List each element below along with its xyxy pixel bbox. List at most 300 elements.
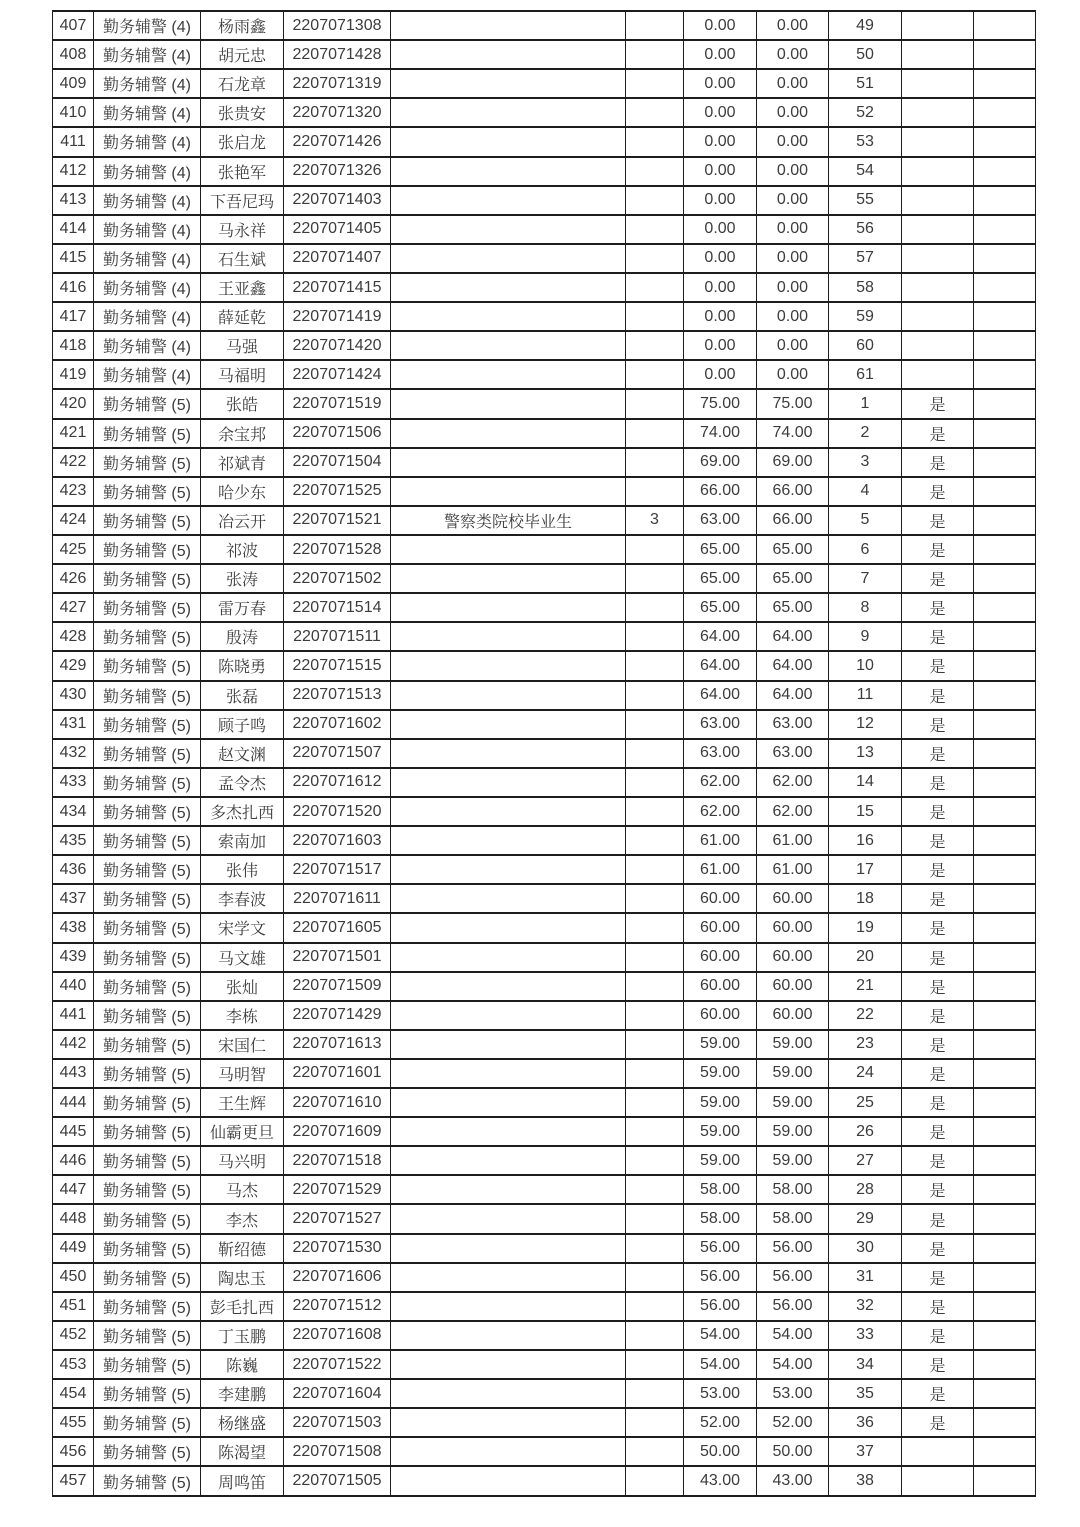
cell-no: 420: [53, 389, 94, 418]
cell-score2: 65.00: [757, 564, 829, 593]
cell-remark: [391, 215, 626, 244]
cell-name: 马福明: [201, 360, 284, 389]
cell-score2: 0.00: [757, 360, 829, 389]
cell-no: 432: [53, 739, 94, 768]
cell-no: 450: [53, 1263, 94, 1292]
cell-extra: [626, 1059, 684, 1088]
cell-blank: [974, 360, 1036, 389]
cell-qualified: 是: [902, 1204, 974, 1233]
cell-no: 442: [53, 1030, 94, 1059]
cell-id: 2207071515: [284, 651, 391, 680]
cell-score1: 60.00: [684, 1001, 757, 1030]
cell-position: 勤务辅警 (5): [94, 1117, 201, 1146]
cell-blank: [974, 244, 1036, 273]
cell-blank: [974, 622, 1036, 651]
cell-rank: 2: [829, 419, 902, 448]
cell-id: 2207071601: [284, 1059, 391, 1088]
cell-position: 勤务辅警 (4): [94, 40, 201, 69]
cell-qualified: 是: [902, 739, 974, 768]
table-row: [53, 69, 1036, 98]
cell-score2: 56.00: [757, 1292, 829, 1321]
cell-position: 勤务辅警 (5): [94, 1466, 201, 1496]
cell-position: 勤务辅警 (5): [94, 389, 201, 418]
table-row: [53, 913, 1036, 942]
cell-rank: 58: [829, 273, 902, 302]
cell-id: 2207071502: [284, 564, 391, 593]
cell-no: 438: [53, 913, 94, 942]
cell-rank: 21: [829, 972, 902, 1001]
cell-rank: 34: [829, 1350, 902, 1379]
cell-remark: [391, 389, 626, 418]
cell-remark: [391, 448, 626, 477]
cell-rank: 12: [829, 710, 902, 739]
cell-position: 勤务辅警 (5): [94, 1059, 201, 1088]
table-body: [53, 11, 1036, 1496]
cell-rank: 16: [829, 826, 902, 855]
cell-name: 丁玉鹏: [201, 1321, 284, 1350]
cell-remark: [391, 1321, 626, 1350]
cell-rank: 60: [829, 331, 902, 360]
cell-position: 勤务辅警 (5): [94, 419, 201, 448]
cell-id: 2207071517: [284, 855, 391, 884]
cell-name: 张磊: [201, 681, 284, 710]
cell-id: 2207071608: [284, 1321, 391, 1350]
cell-blank: [974, 884, 1036, 913]
table-row: [53, 40, 1036, 69]
table-row: [53, 797, 1036, 826]
cell-blank: [974, 40, 1036, 69]
cell-id: 2207071527: [284, 1204, 391, 1233]
cell-remark: [391, 1088, 626, 1117]
cell-extra: [626, 710, 684, 739]
cell-score1: 65.00: [684, 593, 757, 622]
cell-id: 2207071407: [284, 244, 391, 273]
cell-position: 勤务辅警 (4): [94, 127, 201, 156]
table-row: [53, 943, 1036, 972]
cell-extra: [626, 651, 684, 680]
cell-extra: [626, 1292, 684, 1321]
cell-id: 2207071501: [284, 943, 391, 972]
cell-extra: [626, 1001, 684, 1030]
cell-position: 勤务辅警 (5): [94, 1001, 201, 1030]
table-row: [53, 826, 1036, 855]
cell-position: 勤务辅警 (5): [94, 1437, 201, 1466]
cell-position: 勤务辅警 (5): [94, 855, 201, 884]
cell-name: 靳绍德: [201, 1234, 284, 1263]
cell-score1: 60.00: [684, 972, 757, 1001]
cell-blank: [974, 535, 1036, 564]
cell-score2: 0.00: [757, 244, 829, 273]
cell-no: 421: [53, 419, 94, 448]
cell-rank: 13: [829, 739, 902, 768]
cell-blank: [974, 1408, 1036, 1437]
cell-qualified: 是: [902, 419, 974, 448]
cell-id: 2207071610: [284, 1088, 391, 1117]
cell-qualified: 是: [902, 1263, 974, 1292]
cell-position: 勤务辅警 (4): [94, 273, 201, 302]
cell-position: 勤务辅警 (5): [94, 1030, 201, 1059]
cell-score2: 63.00: [757, 710, 829, 739]
cell-id: 2207071522: [284, 1350, 391, 1379]
cell-position: 勤务辅警 (5): [94, 943, 201, 972]
cell-extra: [626, 535, 684, 564]
cell-score2: 60.00: [757, 1001, 829, 1030]
cell-blank: [974, 389, 1036, 418]
cell-blank: [974, 855, 1036, 884]
cell-rank: 7: [829, 564, 902, 593]
cell-remark: [391, 855, 626, 884]
cell-qualified: 是: [902, 884, 974, 913]
cell-position: 勤务辅警 (5): [94, 1146, 201, 1175]
cell-remark: [391, 1175, 626, 1204]
cell-name: 马杰: [201, 1175, 284, 1204]
cell-rank: 52: [829, 98, 902, 127]
cell-rank: 22: [829, 1001, 902, 1030]
cell-score2: 62.00: [757, 768, 829, 797]
cell-position: 勤务辅警 (5): [94, 651, 201, 680]
table-row: [53, 273, 1036, 302]
cell-rank: 10: [829, 651, 902, 680]
table-row: [53, 186, 1036, 215]
cell-score1: 60.00: [684, 913, 757, 942]
cell-qualified: [902, 215, 974, 244]
cell-no: 414: [53, 215, 94, 244]
cell-score2: 0.00: [757, 98, 829, 127]
cell-score2: 54.00: [757, 1350, 829, 1379]
table-row: [53, 157, 1036, 186]
cell-position: 勤务辅警 (5): [94, 797, 201, 826]
cell-blank: [974, 1379, 1036, 1408]
cell-score2: 64.00: [757, 651, 829, 680]
cell-name: 马文雄: [201, 943, 284, 972]
cell-no: 445: [53, 1117, 94, 1146]
cell-name: 马兴明: [201, 1146, 284, 1175]
cell-rank: 5: [829, 506, 902, 535]
cell-score1: 64.00: [684, 681, 757, 710]
cell-id: 2207071611: [284, 884, 391, 913]
cell-name: 马强: [201, 331, 284, 360]
cell-extra: [626, 215, 684, 244]
cell-qualified: 是: [902, 768, 974, 797]
cell-id: 2207071509: [284, 972, 391, 1001]
cell-blank: [974, 651, 1036, 680]
cell-extra: [626, 1204, 684, 1233]
cell-qualified: 是: [902, 855, 974, 884]
table-row: [53, 1321, 1036, 1350]
table-row: [53, 710, 1036, 739]
cell-remark: [391, 564, 626, 593]
cell-id: 2207071506: [284, 419, 391, 448]
cell-qualified: 是: [902, 1408, 974, 1437]
cell-rank: 26: [829, 1117, 902, 1146]
cell-id: 2207071514: [284, 593, 391, 622]
cell-score1: 0.00: [684, 69, 757, 98]
table-row: [53, 1059, 1036, 1088]
cell-rank: 29: [829, 1204, 902, 1233]
cell-extra: [626, 768, 684, 797]
cell-remark: [391, 826, 626, 855]
cell-score2: 74.00: [757, 419, 829, 448]
cell-no: 423: [53, 477, 94, 506]
cell-name: 余宝邦: [201, 419, 284, 448]
cell-name: 宋学文: [201, 913, 284, 942]
cell-id: 2207071403: [284, 186, 391, 215]
cell-rank: 57: [829, 244, 902, 273]
cell-no: 413: [53, 186, 94, 215]
cell-remark: [391, 69, 626, 98]
cell-name: 顾子鸣: [201, 710, 284, 739]
cell-id: 2207071518: [284, 1146, 391, 1175]
cell-position: 勤务辅警 (5): [94, 506, 201, 535]
cell-remark: [391, 1437, 626, 1466]
cell-extra: [626, 69, 684, 98]
cell-score2: 50.00: [757, 1437, 829, 1466]
cell-score1: 74.00: [684, 419, 757, 448]
cell-score2: 75.00: [757, 389, 829, 418]
cell-blank: [974, 506, 1036, 535]
cell-extra: [626, 244, 684, 273]
table-row: [53, 622, 1036, 651]
cell-qualified: 是: [902, 913, 974, 942]
cell-rank: 1: [829, 389, 902, 418]
cell-remark: [391, 1204, 626, 1233]
cell-remark: [391, 972, 626, 1001]
cell-position: 勤务辅警 (5): [94, 1408, 201, 1437]
cell-score1: 56.00: [684, 1292, 757, 1321]
cell-extra: [626, 1408, 684, 1437]
cell-blank: [974, 1088, 1036, 1117]
cell-blank: [974, 331, 1036, 360]
cell-id: 2207071521: [284, 506, 391, 535]
cell-qualified: 是: [902, 1117, 974, 1146]
cell-score1: 0.00: [684, 215, 757, 244]
table-row: [53, 360, 1036, 389]
cell-extra: [626, 1088, 684, 1117]
cell-position: 勤务辅警 (5): [94, 1379, 201, 1408]
cell-blank: [974, 1321, 1036, 1350]
cell-score1: 65.00: [684, 535, 757, 564]
cell-rank: 27: [829, 1146, 902, 1175]
cell-extra: [626, 1117, 684, 1146]
cell-qualified: [902, 273, 974, 302]
cell-name: 下吾尼玛: [201, 186, 284, 215]
cell-remark: [391, 593, 626, 622]
cell-blank: [974, 1292, 1036, 1321]
cell-id: 2207071420: [284, 331, 391, 360]
cell-qualified: 是: [902, 1292, 974, 1321]
cell-extra: [626, 855, 684, 884]
cell-name: 杨雨鑫: [201, 11, 284, 40]
cell-remark: [391, 98, 626, 127]
cell-extra: [626, 419, 684, 448]
cell-remark: [391, 1001, 626, 1030]
cell-blank: [974, 710, 1036, 739]
cell-name: 哈少东: [201, 477, 284, 506]
cell-score2: 66.00: [757, 477, 829, 506]
table-row: [53, 1466, 1036, 1496]
cell-blank: [974, 273, 1036, 302]
cell-blank: [974, 1001, 1036, 1030]
cell-no: 452: [53, 1321, 94, 1350]
table-row: [53, 1001, 1036, 1030]
cell-rank: 19: [829, 913, 902, 942]
cell-blank: [974, 1059, 1036, 1088]
cell-rank: 31: [829, 1263, 902, 1292]
cell-blank: [974, 11, 1036, 40]
cell-qualified: 是: [902, 593, 974, 622]
table-row: [53, 1204, 1036, 1233]
cell-qualified: [902, 98, 974, 127]
cell-rank: 32: [829, 1292, 902, 1321]
cell-rank: 23: [829, 1030, 902, 1059]
cell-extra: [626, 1146, 684, 1175]
cell-id: 2207071319: [284, 69, 391, 98]
cell-blank: [974, 1466, 1036, 1496]
cell-position: 勤务辅警 (5): [94, 739, 201, 768]
cell-blank: [974, 1204, 1036, 1233]
cell-extra: [626, 127, 684, 156]
cell-name: 陶忠玉: [201, 1263, 284, 1292]
cell-id: 2207071503: [284, 1408, 391, 1437]
table-row: [53, 389, 1036, 418]
cell-score1: 59.00: [684, 1117, 757, 1146]
cell-score2: 66.00: [757, 506, 829, 535]
cell-blank: [974, 797, 1036, 826]
cell-qualified: 是: [902, 535, 974, 564]
cell-id: 2207071505: [284, 1466, 391, 1496]
cell-blank: [974, 1030, 1036, 1059]
cell-name: 陈晓勇: [201, 651, 284, 680]
cell-score2: 60.00: [757, 913, 829, 942]
cell-id: 2207071308: [284, 11, 391, 40]
cell-score1: 62.00: [684, 768, 757, 797]
cell-qualified: 是: [902, 1059, 974, 1088]
cell-score2: 0.00: [757, 186, 829, 215]
cell-blank: [974, 739, 1036, 768]
cell-extra: [626, 913, 684, 942]
cell-score1: 60.00: [684, 943, 757, 972]
cell-rank: 49: [829, 11, 902, 40]
cell-no: 440: [53, 972, 94, 1001]
cell-extra: [626, 826, 684, 855]
table-row: [53, 11, 1036, 40]
cell-qualified: 是: [902, 622, 974, 651]
cell-no: 424: [53, 506, 94, 535]
cell-no: 436: [53, 855, 94, 884]
table-row: [53, 448, 1036, 477]
cell-position: 勤务辅警 (5): [94, 535, 201, 564]
cell-blank: [974, 1350, 1036, 1379]
cell-score1: 59.00: [684, 1088, 757, 1117]
cell-position: 勤务辅警 (5): [94, 681, 201, 710]
cell-remark: [391, 1466, 626, 1496]
cell-position: 勤务辅警 (4): [94, 360, 201, 389]
cell-blank: [974, 826, 1036, 855]
cell-qualified: 是: [902, 943, 974, 972]
cell-position: 勤务辅警 (5): [94, 622, 201, 651]
cell-score1: 58.00: [684, 1204, 757, 1233]
cell-position: 勤务辅警 (5): [94, 448, 201, 477]
cell-qualified: 是: [902, 710, 974, 739]
cell-no: 410: [53, 98, 94, 127]
cell-id: 2207071415: [284, 273, 391, 302]
cell-id: 2207071609: [284, 1117, 391, 1146]
cell-score2: 64.00: [757, 622, 829, 651]
cell-no: 430: [53, 681, 94, 710]
cell-id: 2207071529: [284, 1175, 391, 1204]
cell-id: 2207071429: [284, 1001, 391, 1030]
cell-extra: [626, 1321, 684, 1350]
cell-name: 李建鹏: [201, 1379, 284, 1408]
cell-rank: 56: [829, 215, 902, 244]
cell-score2: 62.00: [757, 797, 829, 826]
cell-name: 冶云开: [201, 506, 284, 535]
cell-qualified: [902, 157, 974, 186]
cell-no: 443: [53, 1059, 94, 1088]
cell-score2: 59.00: [757, 1059, 829, 1088]
cell-remark: [391, 884, 626, 913]
cell-score1: 54.00: [684, 1350, 757, 1379]
cell-rank: 38: [829, 1466, 902, 1496]
cell-qualified: 是: [902, 1146, 974, 1175]
cell-score1: 64.00: [684, 622, 757, 651]
cell-score1: 52.00: [684, 1408, 757, 1437]
cell-extra: [626, 1466, 684, 1496]
cell-blank: [974, 768, 1036, 797]
cell-blank: [974, 681, 1036, 710]
cell-no: 449: [53, 1234, 94, 1263]
cell-id: 2207071512: [284, 1292, 391, 1321]
cell-score2: 0.00: [757, 127, 829, 156]
cell-name: 杨继盛: [201, 1408, 284, 1437]
cell-name: 李杰: [201, 1204, 284, 1233]
cell-position: 勤务辅警 (5): [94, 1204, 201, 1233]
cell-qualified: 是: [902, 1175, 974, 1204]
cell-remark: [391, 1146, 626, 1175]
cell-score1: 58.00: [684, 1175, 757, 1204]
cell-score2: 59.00: [757, 1030, 829, 1059]
cell-name: 马永祥: [201, 215, 284, 244]
table-row: [53, 1350, 1036, 1379]
cell-score1: 0.00: [684, 302, 757, 331]
cell-position: 勤务辅警 (4): [94, 302, 201, 331]
table-row: [53, 739, 1036, 768]
cell-id: 2207071525: [284, 477, 391, 506]
cell-score1: 59.00: [684, 1146, 757, 1175]
cell-no: 416: [53, 273, 94, 302]
table-row: [53, 1175, 1036, 1204]
table-row: [53, 302, 1036, 331]
cell-score2: 59.00: [757, 1117, 829, 1146]
cell-score2: 43.00: [757, 1466, 829, 1496]
cell-rank: 17: [829, 855, 902, 884]
cell-name: 李春波: [201, 884, 284, 913]
cell-score1: 64.00: [684, 651, 757, 680]
cell-qualified: [902, 1466, 974, 1496]
cell-name: 张伟: [201, 855, 284, 884]
cell-remark: [391, 681, 626, 710]
cell-extra: [626, 681, 684, 710]
cell-qualified: [902, 244, 974, 273]
cell-qualified: [902, 127, 974, 156]
table-row: [53, 1146, 1036, 1175]
cell-position: 勤务辅警 (5): [94, 1263, 201, 1292]
table-row: [53, 651, 1036, 680]
cell-position: 勤务辅警 (5): [94, 477, 201, 506]
cell-position: 勤务辅警 (4): [94, 11, 201, 40]
cell-no: 428: [53, 622, 94, 651]
cell-no: 429: [53, 651, 94, 680]
